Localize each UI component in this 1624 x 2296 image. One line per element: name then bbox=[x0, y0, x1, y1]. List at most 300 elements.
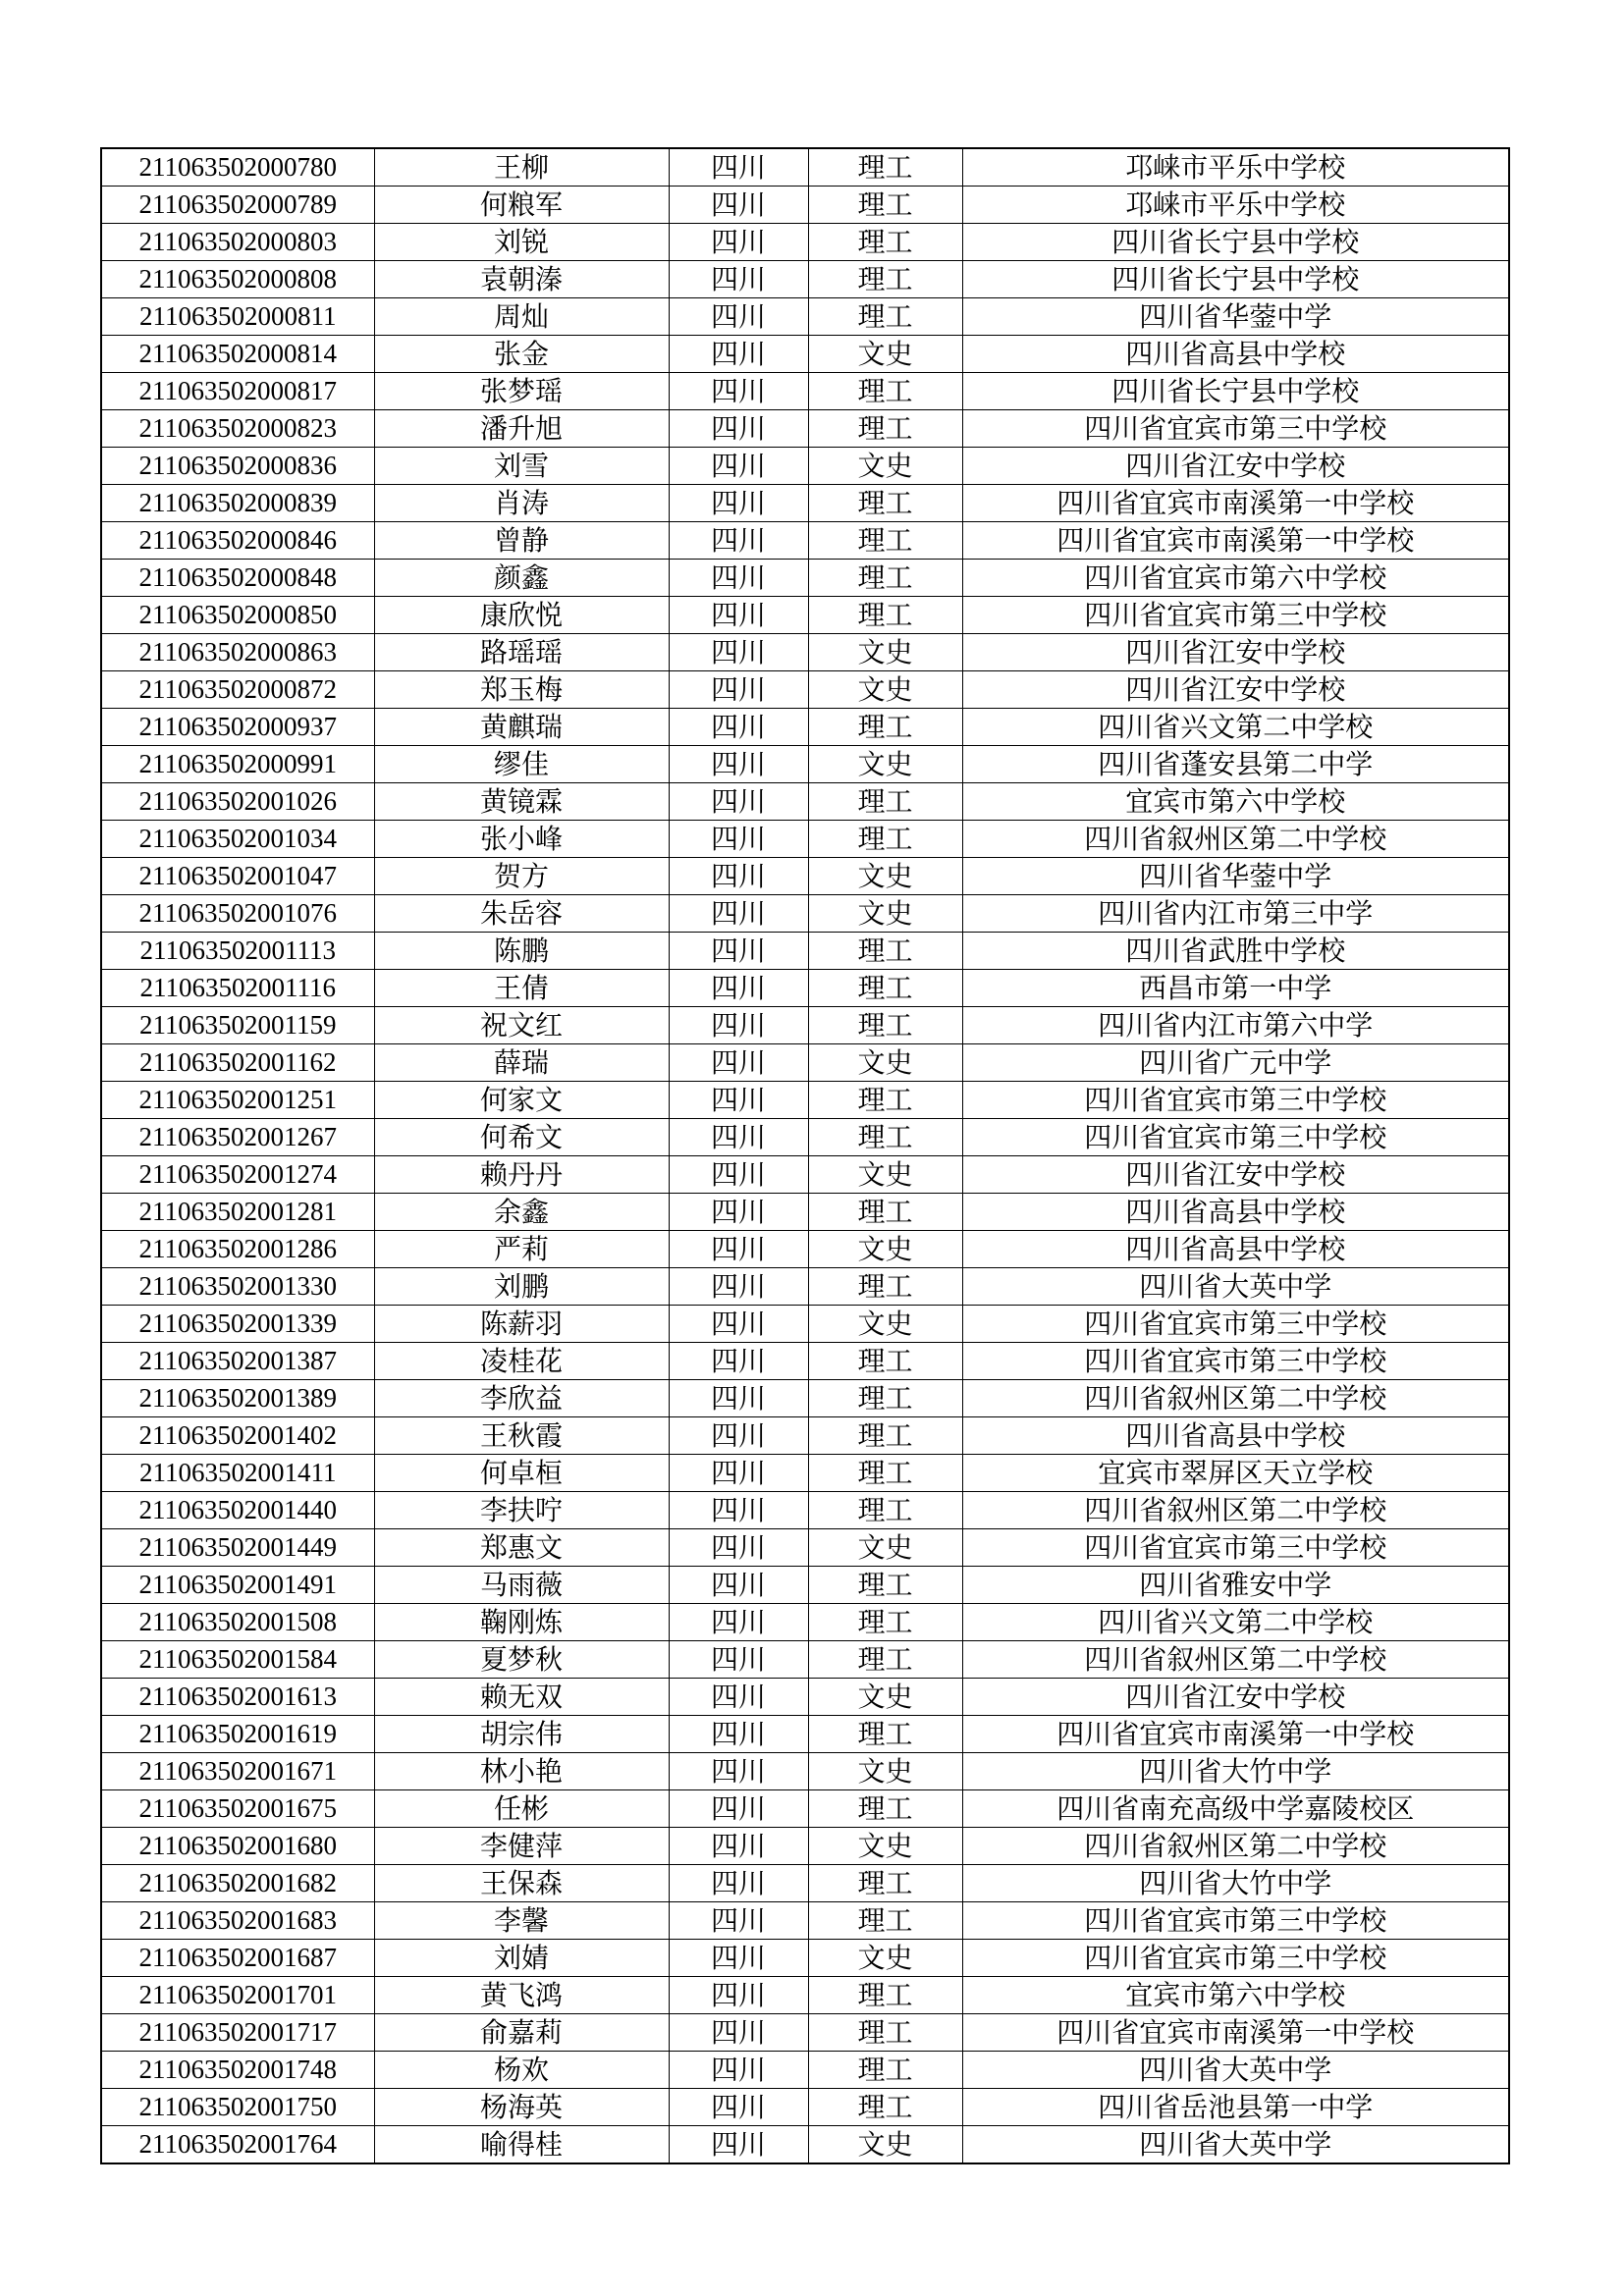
subject-cell: 理工 bbox=[808, 187, 962, 224]
school-cell: 四川省兴文第二中学校 bbox=[962, 1604, 1509, 1641]
table-row bbox=[101, 373, 1509, 410]
subject-cell: 理工 bbox=[808, 148, 962, 187]
table-row bbox=[101, 746, 1509, 783]
province-cell: 四川 bbox=[669, 187, 808, 224]
exam-id-cell: 211063502001508 bbox=[101, 1604, 374, 1641]
subject-cell: 理工 bbox=[808, 1455, 962, 1492]
student-name-cell: 杨海英 bbox=[374, 2089, 669, 2126]
student-name-cell: 余鑫 bbox=[374, 1194, 669, 1231]
exam-id-cell: 211063502001682 bbox=[101, 1865, 374, 1902]
exam-id-cell: 211063502001113 bbox=[101, 933, 374, 970]
exam-id-cell: 211063502000836 bbox=[101, 448, 374, 485]
school-cell: 四川省长宁县中学校 bbox=[962, 373, 1509, 410]
table-row bbox=[101, 1492, 1509, 1529]
table-row bbox=[101, 1753, 1509, 1790]
province-cell: 四川 bbox=[669, 298, 808, 336]
exam-id-cell: 211063502001116 bbox=[101, 970, 374, 1007]
table-row bbox=[101, 1940, 1509, 1977]
student-name-cell: 王保森 bbox=[374, 1865, 669, 1902]
exam-id-cell: 211063502000848 bbox=[101, 560, 374, 597]
exam-id-cell: 211063502001026 bbox=[101, 783, 374, 821]
province-cell: 四川 bbox=[669, 783, 808, 821]
exam-id-cell: 211063502001411 bbox=[101, 1455, 374, 1492]
subject-cell: 理工 bbox=[808, 1007, 962, 1044]
subject-cell: 理工 bbox=[808, 821, 962, 858]
table-row bbox=[101, 1977, 1509, 2014]
student-name-cell: 祝文红 bbox=[374, 1007, 669, 1044]
student-name-cell: 何粮军 bbox=[374, 187, 669, 224]
student-name-cell: 赖丹丹 bbox=[374, 1156, 669, 1194]
table-row bbox=[101, 1082, 1509, 1119]
exam-id-cell: 211063502001671 bbox=[101, 1753, 374, 1790]
table-row bbox=[101, 2014, 1509, 2052]
school-cell: 宜宾市第六中学校 bbox=[962, 783, 1509, 821]
subject-cell: 文史 bbox=[808, 448, 962, 485]
student-name-cell: 郑惠文 bbox=[374, 1529, 669, 1567]
subject-cell: 文史 bbox=[808, 1529, 962, 1567]
roster-table bbox=[100, 147, 1510, 2164]
school-cell: 四川省宜宾市第三中学校 bbox=[962, 410, 1509, 448]
subject-cell: 文史 bbox=[808, 1753, 962, 1790]
table-row bbox=[101, 1343, 1509, 1380]
subject-cell: 文史 bbox=[808, 858, 962, 895]
province-cell: 四川 bbox=[669, 1977, 808, 2014]
exam-id-cell: 211063502000850 bbox=[101, 597, 374, 634]
subject-cell: 文史 bbox=[808, 1940, 962, 1977]
school-cell: 四川省宜宾市第三中学校 bbox=[962, 1343, 1509, 1380]
school-cell: 四川省江安中学校 bbox=[962, 671, 1509, 709]
exam-id-cell: 211063502000803 bbox=[101, 224, 374, 261]
school-cell: 四川省大竹中学 bbox=[962, 1865, 1509, 1902]
province-cell: 四川 bbox=[669, 224, 808, 261]
exam-id-cell: 211063502001619 bbox=[101, 1716, 374, 1753]
exam-id-cell: 211063502001281 bbox=[101, 1194, 374, 1231]
table-row bbox=[101, 1380, 1509, 1417]
province-cell: 四川 bbox=[669, 1604, 808, 1641]
school-cell: 四川省大英中学 bbox=[962, 2052, 1509, 2089]
subject-cell: 理工 bbox=[808, 1865, 962, 1902]
subject-cell: 理工 bbox=[808, 1268, 962, 1306]
exam-id-cell: 211063502001251 bbox=[101, 1082, 374, 1119]
student-name-cell: 胡宗伟 bbox=[374, 1716, 669, 1753]
school-cell: 四川省江安中学校 bbox=[962, 634, 1509, 671]
table-row bbox=[101, 1306, 1509, 1343]
student-name-cell: 鞠刚炼 bbox=[374, 1604, 669, 1641]
student-name-cell: 黄飞鸿 bbox=[374, 1977, 669, 2014]
school-cell: 四川省宜宾市南溪第一中学校 bbox=[962, 522, 1509, 560]
student-name-cell: 李健萍 bbox=[374, 1828, 669, 1865]
table-row bbox=[101, 1529, 1509, 1567]
student-name-cell: 张金 bbox=[374, 336, 669, 373]
subject-cell: 理工 bbox=[808, 1119, 962, 1156]
exam-id-cell: 211063502001330 bbox=[101, 1268, 374, 1306]
subject-cell: 文史 bbox=[808, 1156, 962, 1194]
student-name-cell: 康欣悦 bbox=[374, 597, 669, 634]
school-cell: 四川省宜宾市第三中学校 bbox=[962, 1119, 1509, 1156]
school-cell: 四川省大英中学 bbox=[962, 1268, 1509, 1306]
student-name-cell: 曾静 bbox=[374, 522, 669, 560]
table-row bbox=[101, 224, 1509, 261]
province-cell: 四川 bbox=[669, 821, 808, 858]
student-name-cell: 袁朝溱 bbox=[374, 261, 669, 298]
table-row bbox=[101, 1828, 1509, 1865]
student-name-cell: 喻得桂 bbox=[374, 2126, 669, 2164]
student-name-cell: 王柳 bbox=[374, 148, 669, 187]
province-cell: 四川 bbox=[669, 261, 808, 298]
school-cell: 宜宾市第六中学校 bbox=[962, 1977, 1509, 2014]
student-name-cell: 郑玉梅 bbox=[374, 671, 669, 709]
subject-cell: 文史 bbox=[808, 1044, 962, 1082]
subject-cell: 文史 bbox=[808, 634, 962, 671]
table-row bbox=[101, 1679, 1509, 1716]
student-name-cell: 夏梦秋 bbox=[374, 1641, 669, 1679]
student-name-cell: 刘锐 bbox=[374, 224, 669, 261]
table-row bbox=[101, 560, 1509, 597]
exam-id-cell: 211063502001387 bbox=[101, 1343, 374, 1380]
student-name-cell: 李扶咛 bbox=[374, 1492, 669, 1529]
table-row bbox=[101, 336, 1509, 373]
table-row bbox=[101, 298, 1509, 336]
school-cell: 四川省宜宾市第三中学校 bbox=[962, 597, 1509, 634]
province-cell: 四川 bbox=[669, 895, 808, 933]
student-name-cell: 刘婧 bbox=[374, 1940, 669, 1977]
subject-cell: 理工 bbox=[808, 1082, 962, 1119]
student-name-cell: 马雨薇 bbox=[374, 1567, 669, 1604]
student-name-cell: 黄镜霖 bbox=[374, 783, 669, 821]
exam-id-cell: 211063502001034 bbox=[101, 821, 374, 858]
table-row bbox=[101, 1716, 1509, 1753]
school-cell: 邛崃市平乐中学校 bbox=[962, 148, 1509, 187]
province-cell: 四川 bbox=[669, 1529, 808, 1567]
exam-id-cell: 211063502001047 bbox=[101, 858, 374, 895]
subject-cell: 理工 bbox=[808, 709, 962, 746]
exam-id-cell: 211063502001274 bbox=[101, 1156, 374, 1194]
province-cell: 四川 bbox=[669, 1567, 808, 1604]
school-cell: 四川省高县中学校 bbox=[962, 1194, 1509, 1231]
province-cell: 四川 bbox=[669, 336, 808, 373]
student-name-cell: 黄麒瑞 bbox=[374, 709, 669, 746]
table-row bbox=[101, 1567, 1509, 1604]
province-cell: 四川 bbox=[669, 1268, 808, 1306]
subject-cell: 理工 bbox=[808, 1790, 962, 1828]
student-name-cell: 何希文 bbox=[374, 1119, 669, 1156]
student-name-cell: 俞嘉莉 bbox=[374, 2014, 669, 2052]
province-cell: 四川 bbox=[669, 1865, 808, 1902]
exam-id-cell: 211063502001701 bbox=[101, 1977, 374, 2014]
subject-cell: 理工 bbox=[808, 1380, 962, 1417]
subject-cell: 理工 bbox=[808, 1716, 962, 1753]
table-row bbox=[101, 448, 1509, 485]
exam-id-cell: 211063502000991 bbox=[101, 746, 374, 783]
school-cell: 四川省华蓥中学 bbox=[962, 298, 1509, 336]
subject-cell: 理工 bbox=[808, 2052, 962, 2089]
province-cell: 四川 bbox=[669, 1119, 808, 1156]
province-cell: 四川 bbox=[669, 1156, 808, 1194]
school-cell: 四川省宜宾市第六中学校 bbox=[962, 560, 1509, 597]
province-cell: 四川 bbox=[669, 373, 808, 410]
school-cell: 四川省岳池县第一中学 bbox=[962, 2089, 1509, 2126]
table-row bbox=[101, 2126, 1509, 2164]
table-row bbox=[101, 1417, 1509, 1455]
school-cell: 四川省兴文第二中学校 bbox=[962, 709, 1509, 746]
school-cell: 四川省长宁县中学校 bbox=[962, 224, 1509, 261]
subject-cell: 理工 bbox=[808, 597, 962, 634]
student-name-cell: 李欣益 bbox=[374, 1380, 669, 1417]
table-row bbox=[101, 1865, 1509, 1902]
province-cell: 四川 bbox=[669, 148, 808, 187]
exam-id-cell: 211063502001286 bbox=[101, 1231, 374, 1268]
school-cell: 四川省江安中学校 bbox=[962, 1679, 1509, 1716]
student-name-cell: 何卓桓 bbox=[374, 1455, 669, 1492]
student-name-cell: 肖涛 bbox=[374, 485, 669, 522]
school-cell: 四川省大竹中学 bbox=[962, 1753, 1509, 1790]
province-cell: 四川 bbox=[669, 2089, 808, 2126]
school-cell: 四川省高县中学校 bbox=[962, 1231, 1509, 1268]
table-row bbox=[101, 148, 1509, 187]
table-row bbox=[101, 1156, 1509, 1194]
exam-id-cell: 211063502000839 bbox=[101, 485, 374, 522]
exam-id-cell: 211063502001339 bbox=[101, 1306, 374, 1343]
school-cell: 四川省内江市第三中学 bbox=[962, 895, 1509, 933]
province-cell: 四川 bbox=[669, 970, 808, 1007]
school-cell: 四川省华蓥中学 bbox=[962, 858, 1509, 895]
exam-id-cell: 211063502001389 bbox=[101, 1380, 374, 1417]
subject-cell: 理工 bbox=[808, 224, 962, 261]
exam-id-cell: 211063502000872 bbox=[101, 671, 374, 709]
exam-id-cell: 211063502000817 bbox=[101, 373, 374, 410]
table-row bbox=[101, 1902, 1509, 1940]
subject-cell: 文史 bbox=[808, 671, 962, 709]
province-cell: 四川 bbox=[669, 1082, 808, 1119]
school-cell: 四川省高县中学校 bbox=[962, 336, 1509, 373]
school-cell: 四川省宜宾市南溪第一中学校 bbox=[962, 1716, 1509, 1753]
exam-id-cell: 211063502001680 bbox=[101, 1828, 374, 1865]
student-name-cell: 路瑶瑶 bbox=[374, 634, 669, 671]
table-row bbox=[101, 522, 1509, 560]
table-row bbox=[101, 1007, 1509, 1044]
school-cell: 四川省大英中学 bbox=[962, 2126, 1509, 2164]
school-cell: 宜宾市翠屏区天立学校 bbox=[962, 1455, 1509, 1492]
exam-id-cell: 211063502001159 bbox=[101, 1007, 374, 1044]
province-cell: 四川 bbox=[669, 2014, 808, 2052]
school-cell: 四川省武胜中学校 bbox=[962, 933, 1509, 970]
province-cell: 四川 bbox=[669, 1716, 808, 1753]
school-cell: 四川省江安中学校 bbox=[962, 448, 1509, 485]
province-cell: 四川 bbox=[669, 2052, 808, 2089]
province-cell: 四川 bbox=[669, 1231, 808, 1268]
table-row bbox=[101, 2052, 1509, 2089]
exam-id-cell: 211063502001162 bbox=[101, 1044, 374, 1082]
table-row bbox=[101, 783, 1509, 821]
province-cell: 四川 bbox=[669, 560, 808, 597]
table-row bbox=[101, 1119, 1509, 1156]
table-row bbox=[101, 933, 1509, 970]
province-cell: 四川 bbox=[669, 1007, 808, 1044]
subject-cell: 理工 bbox=[808, 783, 962, 821]
exam-id-cell: 211063502000937 bbox=[101, 709, 374, 746]
student-name-cell: 李馨 bbox=[374, 1902, 669, 1940]
school-cell: 四川省宜宾市第三中学校 bbox=[962, 1940, 1509, 1977]
student-name-cell: 贺方 bbox=[374, 858, 669, 895]
province-cell: 四川 bbox=[669, 1306, 808, 1343]
province-cell: 四川 bbox=[669, 410, 808, 448]
school-cell: 四川省叙州区第二中学校 bbox=[962, 1380, 1509, 1417]
school-cell: 四川省南充高级中学嘉陵校区 bbox=[962, 1790, 1509, 1828]
subject-cell: 文史 bbox=[808, 1679, 962, 1716]
table-row bbox=[101, 1044, 1509, 1082]
exam-id-cell: 211063502000811 bbox=[101, 298, 374, 336]
province-cell: 四川 bbox=[669, 671, 808, 709]
school-cell: 四川省宜宾市第三中学校 bbox=[962, 1082, 1509, 1119]
table-row bbox=[101, 858, 1509, 895]
subject-cell: 理工 bbox=[808, 1641, 962, 1679]
exam-id-cell: 211063502001687 bbox=[101, 1940, 374, 1977]
subject-cell: 理工 bbox=[808, 2089, 962, 2126]
subject-cell: 理工 bbox=[808, 261, 962, 298]
table-row bbox=[101, 1790, 1509, 1828]
exam-id-cell: 211063502001440 bbox=[101, 1492, 374, 1529]
school-cell: 四川省宜宾市南溪第一中学校 bbox=[962, 2014, 1509, 2052]
table-row bbox=[101, 1455, 1509, 1492]
subject-cell: 理工 bbox=[808, 1343, 962, 1380]
subject-cell: 文史 bbox=[808, 746, 962, 783]
student-name-cell: 薛瑞 bbox=[374, 1044, 669, 1082]
subject-cell: 文史 bbox=[808, 895, 962, 933]
exam-id-cell: 211063502001717 bbox=[101, 2014, 374, 2052]
table-row bbox=[101, 1604, 1509, 1641]
student-name-cell: 何家文 bbox=[374, 1082, 669, 1119]
table-row bbox=[101, 2089, 1509, 2126]
table-row bbox=[101, 597, 1509, 634]
exam-id-cell: 211063502001750 bbox=[101, 2089, 374, 2126]
subject-cell: 文史 bbox=[808, 2126, 962, 2164]
exam-id-cell: 211063502000863 bbox=[101, 634, 374, 671]
province-cell: 四川 bbox=[669, 1380, 808, 1417]
subject-cell: 文史 bbox=[808, 1306, 962, 1343]
subject-cell: 文史 bbox=[808, 1231, 962, 1268]
student-name-cell: 陈鹏 bbox=[374, 933, 669, 970]
province-cell: 四川 bbox=[669, 597, 808, 634]
province-cell: 四川 bbox=[669, 2126, 808, 2164]
subject-cell: 理工 bbox=[808, 1977, 962, 2014]
exam-id-cell: 211063502000789 bbox=[101, 187, 374, 224]
exam-id-cell: 211063502001402 bbox=[101, 1417, 374, 1455]
province-cell: 四川 bbox=[669, 1790, 808, 1828]
province-cell: 四川 bbox=[669, 448, 808, 485]
table-row bbox=[101, 970, 1509, 1007]
province-cell: 四川 bbox=[669, 1940, 808, 1977]
exam-id-cell: 211063502001613 bbox=[101, 1679, 374, 1716]
table-row bbox=[101, 1268, 1509, 1306]
student-name-cell: 王倩 bbox=[374, 970, 669, 1007]
student-name-cell: 缪佳 bbox=[374, 746, 669, 783]
subject-cell: 理工 bbox=[808, 373, 962, 410]
school-cell: 四川省蓬安县第二中学 bbox=[962, 746, 1509, 783]
province-cell: 四川 bbox=[669, 1828, 808, 1865]
province-cell: 四川 bbox=[669, 522, 808, 560]
subject-cell: 理工 bbox=[808, 522, 962, 560]
school-cell: 四川省宜宾市第三中学校 bbox=[962, 1902, 1509, 1940]
table-row bbox=[101, 261, 1509, 298]
student-name-cell: 杨欢 bbox=[374, 2052, 669, 2089]
school-cell: 四川省宜宾市南溪第一中学校 bbox=[962, 485, 1509, 522]
student-name-cell: 颜鑫 bbox=[374, 560, 669, 597]
province-cell: 四川 bbox=[669, 1902, 808, 1940]
exam-id-cell: 211063502001764 bbox=[101, 2126, 374, 2164]
student-name-cell: 张小峰 bbox=[374, 821, 669, 858]
school-cell: 四川省叙州区第二中学校 bbox=[962, 1828, 1509, 1865]
subject-cell: 理工 bbox=[808, 1604, 962, 1641]
subject-cell: 理工 bbox=[808, 1902, 962, 1940]
subject-cell: 理工 bbox=[808, 410, 962, 448]
student-name-cell: 潘升旭 bbox=[374, 410, 669, 448]
subject-cell: 理工 bbox=[808, 1417, 962, 1455]
student-name-cell: 陈薪羽 bbox=[374, 1306, 669, 1343]
exam-id-cell: 211063502001748 bbox=[101, 2052, 374, 2089]
student-name-cell: 张梦瑶 bbox=[374, 373, 669, 410]
school-cell: 四川省雅安中学 bbox=[962, 1567, 1509, 1604]
subject-cell: 理工 bbox=[808, 1194, 962, 1231]
province-cell: 四川 bbox=[669, 1492, 808, 1529]
province-cell: 四川 bbox=[669, 1753, 808, 1790]
subject-cell: 理工 bbox=[808, 485, 962, 522]
exam-id-cell: 211063502001683 bbox=[101, 1902, 374, 1940]
province-cell: 四川 bbox=[669, 485, 808, 522]
table-row bbox=[101, 410, 1509, 448]
province-cell: 四川 bbox=[669, 1641, 808, 1679]
exam-id-cell: 211063502001449 bbox=[101, 1529, 374, 1567]
province-cell: 四川 bbox=[669, 1343, 808, 1380]
province-cell: 四川 bbox=[669, 709, 808, 746]
school-cell: 四川省宜宾市第三中学校 bbox=[962, 1306, 1509, 1343]
table-row bbox=[101, 821, 1509, 858]
table-row bbox=[101, 709, 1509, 746]
exam-id-cell: 211063502001076 bbox=[101, 895, 374, 933]
student-name-cell: 严莉 bbox=[374, 1231, 669, 1268]
exam-id-cell: 211063502000780 bbox=[101, 148, 374, 187]
exam-id-cell: 211063502000814 bbox=[101, 336, 374, 373]
student-name-cell: 赖无双 bbox=[374, 1679, 669, 1716]
province-cell: 四川 bbox=[669, 1194, 808, 1231]
table-row bbox=[101, 671, 1509, 709]
province-cell: 四川 bbox=[669, 746, 808, 783]
school-cell: 西昌市第一中学 bbox=[962, 970, 1509, 1007]
student-name-cell: 周灿 bbox=[374, 298, 669, 336]
school-cell: 四川省长宁县中学校 bbox=[962, 261, 1509, 298]
roster-table-body bbox=[101, 148, 1509, 2163]
school-cell: 四川省叙州区第二中学校 bbox=[962, 1492, 1509, 1529]
table-row bbox=[101, 1194, 1509, 1231]
subject-cell: 理工 bbox=[808, 298, 962, 336]
table-row bbox=[101, 1231, 1509, 1268]
province-cell: 四川 bbox=[669, 858, 808, 895]
subject-cell: 理工 bbox=[808, 1567, 962, 1604]
student-name-cell: 刘雪 bbox=[374, 448, 669, 485]
subject-cell: 文史 bbox=[808, 1828, 962, 1865]
school-cell: 四川省叙州区第二中学校 bbox=[962, 1641, 1509, 1679]
student-name-cell: 王秋霞 bbox=[374, 1417, 669, 1455]
province-cell: 四川 bbox=[669, 1455, 808, 1492]
student-name-cell: 任彬 bbox=[374, 1790, 669, 1828]
student-name-cell: 刘鹏 bbox=[374, 1268, 669, 1306]
subject-cell: 文史 bbox=[808, 336, 962, 373]
student-name-cell: 林小艳 bbox=[374, 1753, 669, 1790]
subject-cell: 理工 bbox=[808, 2014, 962, 2052]
student-name-cell: 朱岳容 bbox=[374, 895, 669, 933]
exam-id-cell: 211063502001584 bbox=[101, 1641, 374, 1679]
exam-id-cell: 211063502001491 bbox=[101, 1567, 374, 1604]
subject-cell: 理工 bbox=[808, 1492, 962, 1529]
